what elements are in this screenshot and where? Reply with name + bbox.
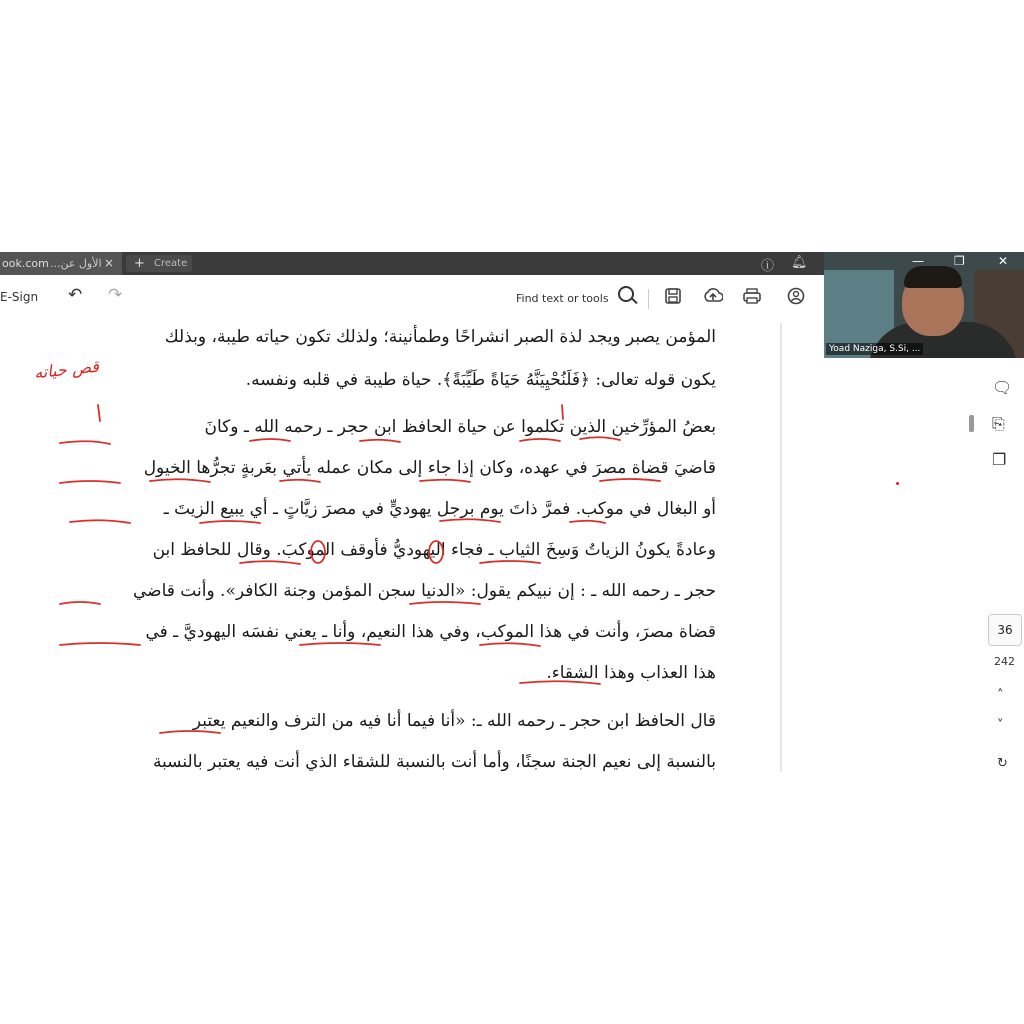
participant-name: Yoad Naziga, S.Si, ... <box>826 343 923 355</box>
total-pages: 242 <box>994 655 1015 668</box>
account-icon[interactable] <box>787 287 807 305</box>
doc-line-5: أو البغال في موكب. فمرَّ ذاتَ يوم برجل يهوديٍّ في مصرَ زيَّاتٍ ـ أي يبيع الزيتَ ـ <box>163 499 716 519</box>
redo-icon[interactable]: ↷ <box>108 285 123 305</box>
comment-icon[interactable]: 🗨︎ <box>992 378 1013 397</box>
doc-line-2: يكون قوله تعالى: ﴿فَلَنُحْيِيَنَّهُ حَيَاةً طَيِّبَةً﴾. حياة طيبة في قلبه ونفسه. <box>245 370 716 390</box>
right-side-panel <box>782 323 1024 772</box>
print-icon[interactable] <box>742 287 762 305</box>
tab-title: ...الأول عن <box>50 257 102 270</box>
esign-button[interactable]: E-Sign <box>0 290 39 304</box>
restore-icon[interactable]: ❐ <box>954 254 965 268</box>
close-icon[interactable]: ✕ <box>998 254 1009 268</box>
find-text-label[interactable]: Find text or tools <box>516 292 609 305</box>
doc-line-10: قال الحافظ ابن حجر ـ رحمه الله ـ: «أنا فيما أنا فيه من الترف والنعيم يعتبر <box>192 711 716 731</box>
doc-line-6: وعادةً يكونُ الزياتُ وَسِخَ الثياب ـ فجاء اليهوديُّ فأوقف الموكبَ. وقال للحافظ ابن <box>152 540 716 560</box>
plus-icon: + <box>134 256 145 271</box>
save-icon[interactable] <box>664 287 682 305</box>
doc-line-8: قضاة مصرَ، وأنت في هذا الموكب، وفي هذا النعيم، وأنا ـ يعني نفسَه اليهوديَّ ـ في <box>145 622 716 642</box>
upload-icon[interactable] <box>703 287 723 305</box>
doc-line-9: هذا العذاب وهذا الشقاء. <box>546 663 716 683</box>
help-icon[interactable]: ⓘ <box>761 259 775 274</box>
participant-hair <box>904 266 962 288</box>
browser-tab[interactable] <box>0 252 122 275</box>
create-tab-label: Create <box>154 258 188 269</box>
minimize-icon[interactable]: — <box>912 254 924 268</box>
next-page-icon[interactable]: ˅ <box>997 718 1004 733</box>
tab-close-icon[interactable]: × <box>103 256 114 270</box>
ink-dot <box>896 482 899 485</box>
previous-page-icon[interactable]: ˄ <box>997 688 1004 703</box>
refresh-icon[interactable]: ↻ <box>997 756 1008 771</box>
toolbar-divider <box>648 289 649 309</box>
pdf-toolbar <box>0 275 824 324</box>
current-page-input[interactable]: 36 <box>988 614 1022 646</box>
tab-url: ook.com <box>2 257 49 270</box>
doc-line-7: حجر ـ رحمه الله ـ : إن نبيكم يقول: «الدنيا سجن المؤمن وجنة الكافر». وأنت قاضي <box>132 581 716 601</box>
pdf-page <box>0 323 780 772</box>
browser-tab-strip <box>0 252 824 275</box>
create-tab-button[interactable] <box>126 255 192 272</box>
webcam-window[interactable] <box>824 252 1024 358</box>
margin-note: قص حياته <box>33 356 100 383</box>
pages-icon[interactable]: ❐ <box>992 450 1007 469</box>
doc-line-11: بالنسبة إلى نعيم الجنة سجنًا، وأما أنت بالنسبة للشقاء الذي أنت فيه يعتبر بالنسبة <box>152 752 716 772</box>
doc-line-1: المؤمن يصبر ويجد لذة الصبر انشراحًا وطمأنينة؛ ولذلك تكون حياته طيبة، وبذلك <box>164 327 716 347</box>
ink-annotations <box>0 323 780 772</box>
undo-icon[interactable]: ↶ <box>68 285 83 305</box>
search-icon[interactable] <box>618 286 634 302</box>
notification-bell-icon[interactable]: 🔔︎ <box>791 255 808 270</box>
doc-line-4: قاضيَ قضاة مصرَ في عهده، وكان إذا جاء إلى مكان عمله يأتي بعَربةٍ تجرُّها الخيول <box>143 458 716 478</box>
scrollbar-thumb[interactable] <box>969 415 974 432</box>
bookmark-icon[interactable]: ⎘ <box>992 414 1005 433</box>
doc-line-3: بعضُ المؤرِّخين الذين تكلموا عن حياة الحافظ ابن حجر ـ رحمه الله ـ وكانَ <box>204 417 716 437</box>
